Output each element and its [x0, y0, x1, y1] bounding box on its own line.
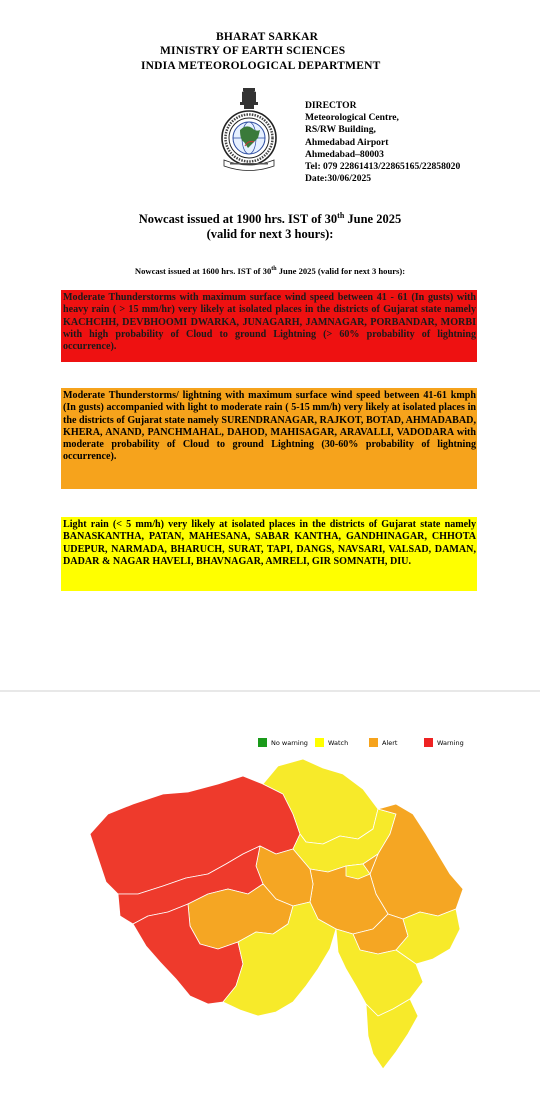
nowcast-title-post: June 2025 [344, 212, 402, 227]
legend-label-watch: Watch [328, 738, 349, 747]
address-line-building: RS/RW Building, [305, 124, 376, 136]
header-bharat-sarkar: BHARAT SARKAR [216, 31, 319, 43]
address-line-director: DIRECTOR [305, 100, 357, 111]
address-line-centre: Meteorological Centre, [305, 112, 399, 124]
legend-swatch-no-warning [258, 738, 267, 747]
nowcast-validity: (valid for next 3 hours): [206, 227, 334, 242]
previous-nowcast-title [0, 266, 540, 276]
address-line-date: Date:30/06/2025 [305, 173, 372, 185]
legend-swatch-watch [315, 738, 324, 747]
alert-box-orange: Moderate Thunderstorms/ lightning with maximum surface wind speed between 41-61 kmph (In gusts) accompanied with light to moderate rain ( 5-15 mm/h) very likely at isolated places in the districts of Gujarat state namely SURENDRANAGAR, RAJKOT, BOTAD, AHMADABAD, KHERA, ANAND, PANCHMAHAL, DAHOD, MAHISAGAR, ARAVALLI, VADODARA with moderate probability of Cloud to ground Lightning (30-60% probability of lightning occurrence). [61, 388, 477, 489]
nowcast-title-pre: Nowcast issued at 1900 hrs. IST of 30 [138, 212, 338, 227]
nowcast-title [0, 208, 540, 242]
legend-label-alert: Alert [382, 738, 398, 747]
address-line-city: Ahmedabad–80003 [305, 148, 384, 160]
header-ministry: MINISTRY OF EARTH SCIENCES [160, 45, 346, 57]
previous-nowcast-post: June 2025 (valid for next 3 hours): [276, 266, 406, 276]
legend-item-alert [369, 738, 397, 747]
legend-item-no-warning [258, 738, 308, 747]
header-department: INDIA METEOROLOGICAL DEPARTMENT [141, 60, 381, 72]
previous-nowcast-sup: th [271, 266, 277, 273]
legend-item-watch [315, 738, 348, 747]
previous-nowcast-pre: Nowcast issued at 1600 hrs. IST of 30 [134, 266, 272, 276]
imd-emblem-icon [218, 86, 280, 176]
legend-swatch-warning [424, 738, 433, 747]
legend-label-no-warning: No warning [271, 738, 308, 747]
address-block [305, 100, 460, 185]
address-line-telephone: Tel: 079 22861413/22865165/22858020 [305, 161, 461, 173]
legend-swatch-alert [369, 738, 378, 747]
nowcast-title-sup: th [337, 211, 345, 220]
address-line-airport: Ahmedabad Airport [305, 136, 389, 148]
warning-box-red: Moderate Thunderstorms with maximum surface wind speed between 41 - 61 (In gusts) with heavy rain ( > 15 mm/hr) very likely at isolated places in the districts of Gujarat state namely KACHCHH, DEVBHOOMI DWARKA, JUNAGARH, JAMNAGAR, PORBANDAR, MORBI with high probability of Cloud to ground Lightning (> 60% probability of lightning occurrence). [61, 290, 477, 362]
gujarat-district-map [78, 754, 478, 1084]
legend-item-warning [424, 738, 464, 747]
page-divider [0, 690, 540, 692]
legend-label-warning: Warning [437, 738, 464, 747]
watch-box-yellow: Light rain (< 5 mm/h) very likely at isolated places in the districts of Gujarat state namely BANASKANTHA, PATAN, MAHESANA, SABAR KANTHA, GANDHINAGAR, CHHOTA UDEPUR, NARMADA, BHARUCH, SURAT, TAPI, DANGS, NAVSARI, VALSAD, DAMAN, DADAR & NAGAR HAVELI, BHAVNAGAR, AMRELI, GIR SOMNATH, DIU. [61, 517, 477, 591]
